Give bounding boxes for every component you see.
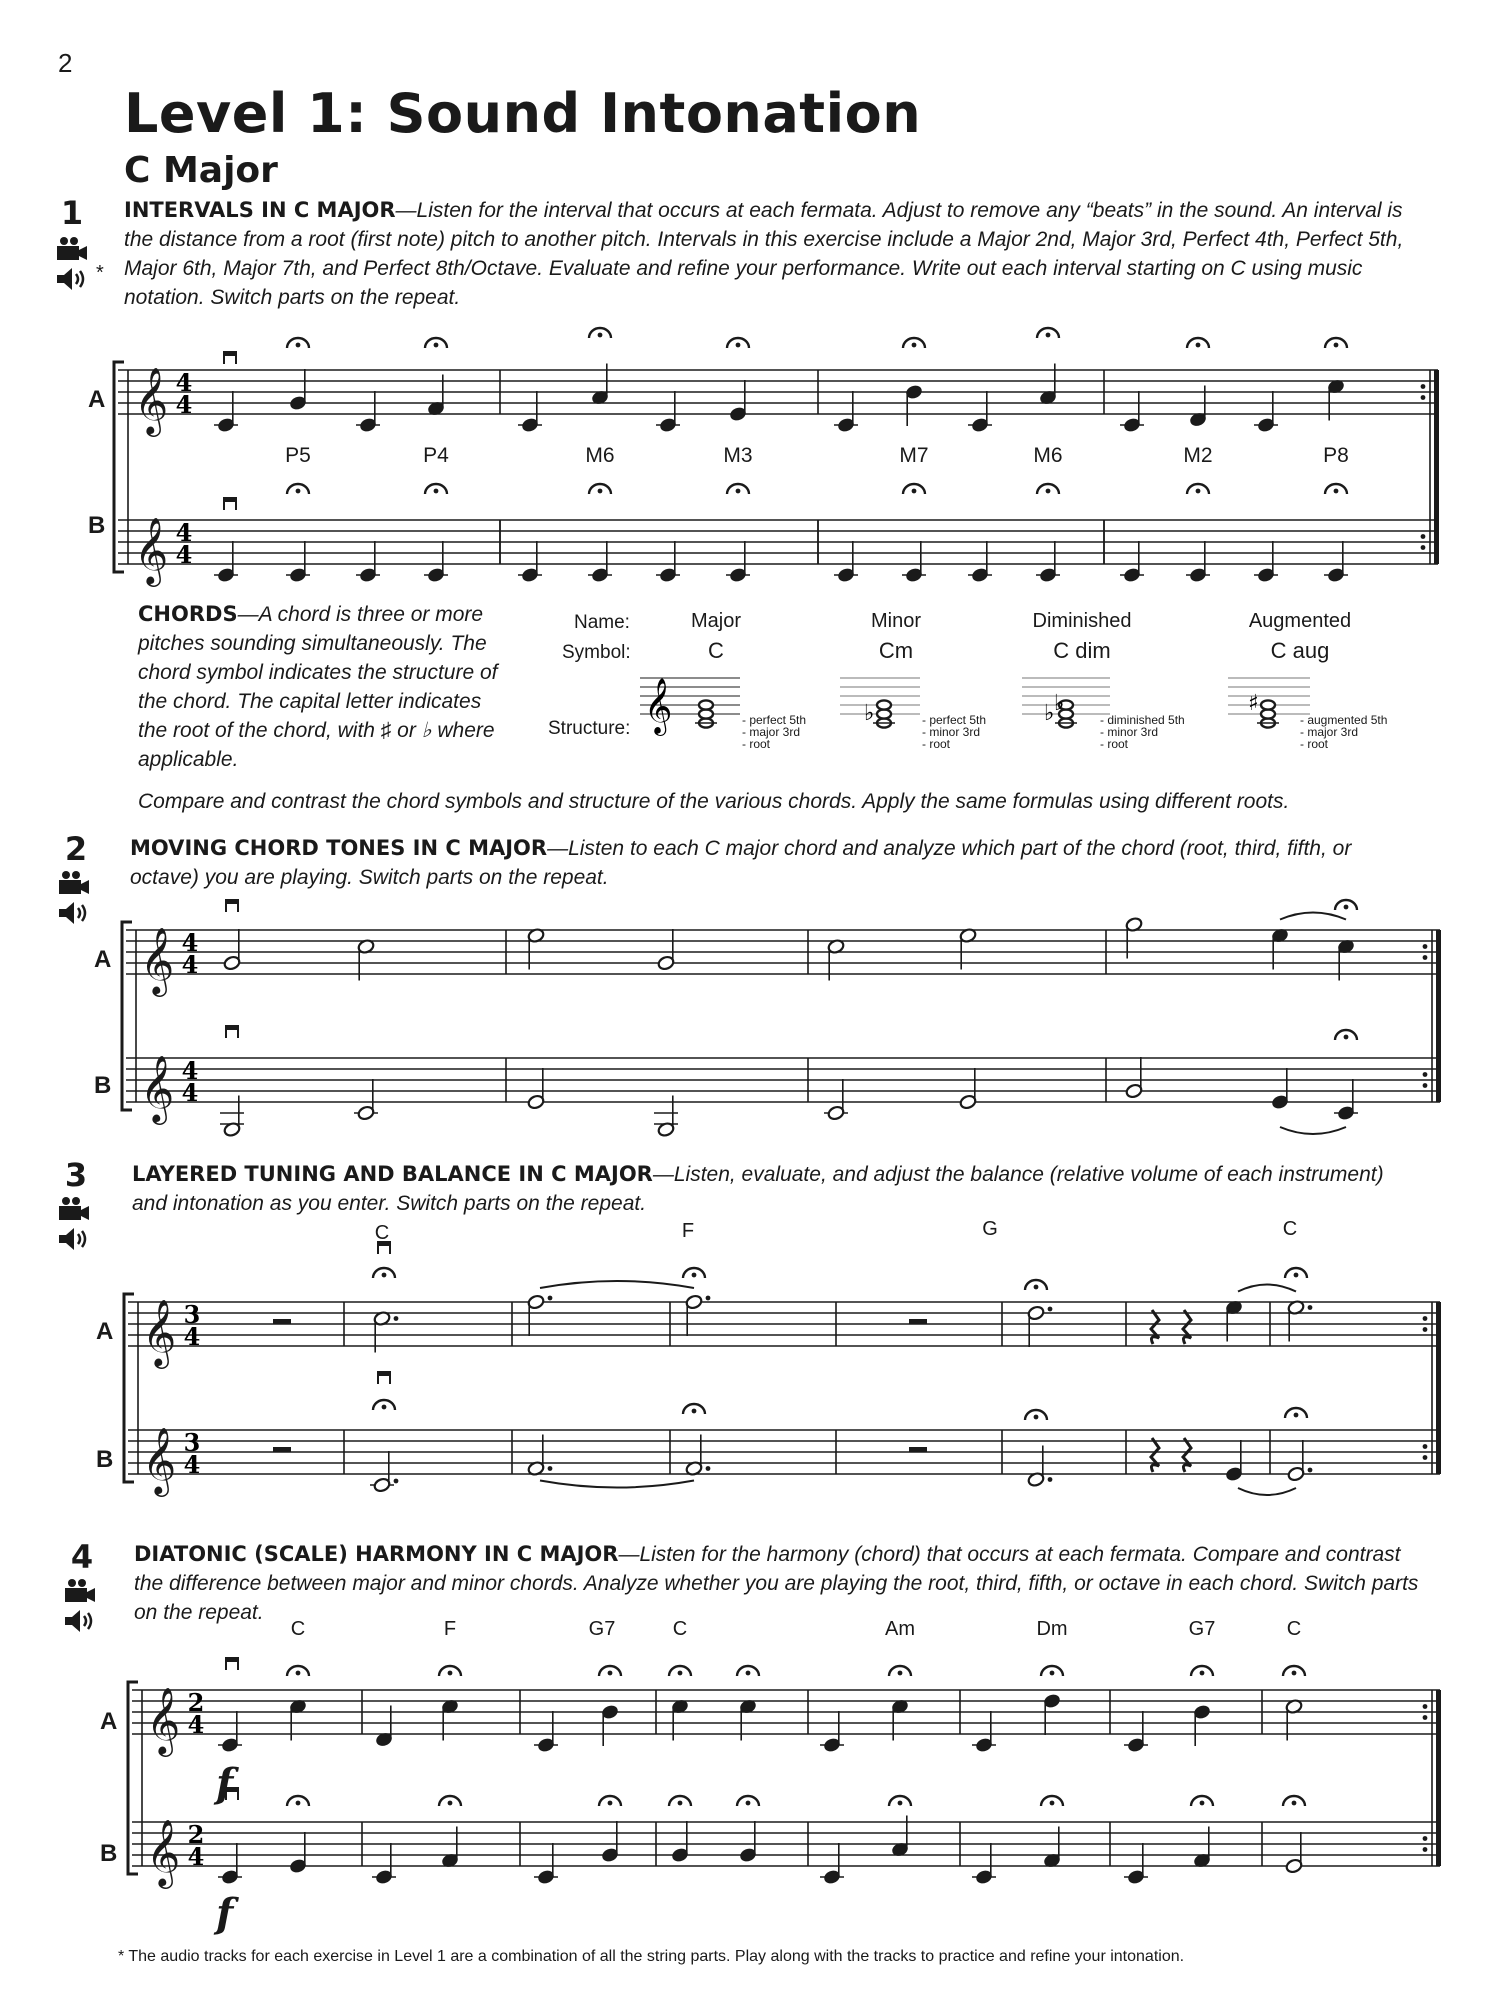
exercise-description: —Listen, evaluate, and adjust the balance (relative volume of each instrument) and intonation as you enter. Switch parts on the repeat. bbox=[132, 1163, 1384, 1215]
down-bow-bar bbox=[378, 1372, 390, 1376]
part-label-b: B bbox=[100, 1840, 118, 1867]
tie bbox=[1238, 1488, 1296, 1495]
time-signature-denominator: 4 bbox=[175, 390, 193, 419]
repeat-dot bbox=[1423, 1083, 1428, 1088]
fermata-dot bbox=[746, 1671, 751, 1676]
fermata-dot bbox=[1050, 1801, 1055, 1806]
time-signature-numerator: 4 bbox=[181, 1056, 199, 1085]
half-rest bbox=[273, 1447, 291, 1452]
fermata-dot bbox=[1200, 1801, 1205, 1806]
quarter-rest bbox=[1183, 1310, 1191, 1344]
repeat-dot bbox=[1423, 1316, 1428, 1321]
exercise-instructions bbox=[134, 1540, 1434, 1627]
fermata-dot bbox=[1046, 333, 1051, 338]
half-rest bbox=[273, 1319, 291, 1324]
repeat-dot bbox=[1423, 1704, 1428, 1709]
chord-structure-label: - minor 3rd bbox=[1100, 725, 1159, 739]
down-bow-bar bbox=[224, 352, 236, 356]
quarter-rest bbox=[1151, 1438, 1159, 1472]
part-label-a: A bbox=[88, 386, 106, 413]
fermata-dot bbox=[746, 1801, 751, 1806]
fermata-dot bbox=[598, 333, 603, 338]
half-rest bbox=[909, 1447, 927, 1452]
chord-structure-label: - augmented 5th bbox=[1300, 713, 1388, 727]
whole-note bbox=[699, 700, 713, 709]
treble-clef: 𝄞 bbox=[146, 1818, 181, 1886]
tie bbox=[1238, 1285, 1296, 1292]
fermata-dot bbox=[692, 1409, 697, 1414]
sharp-sign: ♯ bbox=[1248, 691, 1259, 716]
flat-sign: ♭ bbox=[864, 701, 875, 726]
chords-description: —A chord is three or more pitches sounding simultaneously. The chord symbol indicates the structure of the chord. The capital letter indicates the root of the chord, with ♯ or ♭ where applicable. bbox=[138, 603, 498, 771]
chord-symbol: C bbox=[290, 1618, 306, 1640]
time-signature-numerator: 3 bbox=[183, 1300, 201, 1329]
interval-label: M7 bbox=[899, 444, 929, 467]
interval-label: M3 bbox=[723, 444, 753, 467]
page-number: 2 bbox=[58, 48, 73, 78]
chord-structure-labels bbox=[1100, 714, 1185, 750]
chord-symbol: C bbox=[374, 1222, 390, 1244]
exercise-icons bbox=[52, 866, 96, 930]
repeat-dot bbox=[1423, 1444, 1428, 1449]
repeat-dot bbox=[1421, 534, 1426, 539]
chord-symbol: G bbox=[982, 1218, 998, 1240]
time-signature-denominator: 4 bbox=[183, 1450, 201, 1479]
fermata-dot bbox=[736, 489, 741, 494]
exercise-number: 3 bbox=[64, 1156, 88, 1194]
treble-clef: 𝄞 bbox=[140, 926, 175, 994]
tie bbox=[540, 1481, 694, 1488]
fermata-dot bbox=[448, 1671, 453, 1676]
page-subtitle: C Major bbox=[124, 150, 278, 191]
fermata-dot bbox=[1046, 489, 1051, 494]
final-barline bbox=[1436, 930, 1441, 1102]
fermata-dot bbox=[296, 343, 301, 348]
fermata-dot bbox=[736, 343, 741, 348]
down-bow-bar bbox=[226, 1658, 238, 1662]
fermata-dot bbox=[608, 1801, 613, 1806]
quarter-rest bbox=[1183, 1438, 1191, 1472]
tie bbox=[1280, 913, 1346, 920]
fermata-dot bbox=[1200, 1671, 1205, 1676]
fermata-dot bbox=[678, 1671, 683, 1676]
chord-symbol: C bbox=[672, 1618, 688, 1640]
chord-symbol: F bbox=[681, 1220, 695, 1242]
part-label-a: A bbox=[100, 1708, 118, 1735]
chord-structure-label: - diminished 5th bbox=[1100, 713, 1185, 727]
exercise-heading: MOVING CHORD TONES IN C MAJOR bbox=[130, 836, 548, 860]
chord-structure-label: - root bbox=[1300, 737, 1329, 751]
repeat-dot bbox=[1423, 1327, 1428, 1332]
chord-structure-label: - perfect 5th bbox=[922, 713, 987, 727]
augmentation-dot bbox=[706, 1296, 711, 1301]
exercise-heading: INTERVALS IN C MAJOR bbox=[124, 198, 396, 222]
interval-label: P8 bbox=[1323, 444, 1349, 467]
exercise-instructions bbox=[132, 1160, 1422, 1218]
time-signature-denominator: 4 bbox=[183, 1322, 201, 1351]
interval-label: M6 bbox=[1033, 444, 1063, 467]
chord-symbol: C bbox=[1286, 1618, 1302, 1640]
fermata-dot bbox=[296, 1671, 301, 1676]
flat-sign: ♭ bbox=[1054, 691, 1065, 716]
part-label-a: A bbox=[94, 946, 112, 973]
half-rest bbox=[909, 1319, 927, 1324]
exercise-icons bbox=[58, 1574, 102, 1638]
fermata-dot bbox=[1196, 343, 1201, 348]
chord-symbol: Dm bbox=[1036, 1618, 1068, 1640]
fermata-dot bbox=[1344, 905, 1349, 910]
exercise-number: 1 bbox=[60, 194, 84, 232]
video-camera-icon bbox=[57, 870, 91, 896]
chord-symbol: Am bbox=[885, 1618, 915, 1640]
repeat-dot bbox=[1423, 955, 1428, 960]
treble-clef: 𝄞 bbox=[146, 1686, 181, 1754]
interval-label: P4 bbox=[423, 444, 449, 467]
system-bracket bbox=[114, 362, 124, 572]
chord-structure-label: - major 3rd bbox=[742, 725, 801, 739]
exercise-instructions bbox=[130, 834, 1390, 892]
time-signature-numerator: 2 bbox=[187, 1820, 205, 1849]
whole-note bbox=[877, 700, 891, 709]
exercise-icons bbox=[52, 1192, 96, 1256]
treble-clef: 𝄞 bbox=[134, 366, 169, 434]
fermata-dot bbox=[1050, 1671, 1055, 1676]
treble-clef: 𝄞 bbox=[142, 1298, 177, 1366]
augmentation-dot bbox=[394, 1316, 399, 1321]
fermata-dot bbox=[608, 1671, 613, 1676]
interval-label: M6 bbox=[585, 444, 615, 467]
speaker-icon bbox=[57, 1226, 91, 1252]
time-signature-denominator: 4 bbox=[181, 1078, 199, 1107]
repeat-dot bbox=[1421, 395, 1426, 400]
system-bracket bbox=[122, 922, 132, 1110]
time-signature-numerator: 3 bbox=[183, 1428, 201, 1457]
chord-type-name: Minor bbox=[870, 610, 921, 632]
interval-label: P5 bbox=[285, 444, 311, 467]
augmentation-dot bbox=[548, 1296, 553, 1301]
fermata-dot bbox=[898, 1671, 903, 1676]
chords-explanation bbox=[138, 600, 508, 774]
time-signature-denominator: 4 bbox=[181, 950, 199, 979]
chord-type-symbol: Cm bbox=[878, 638, 914, 663]
part-label-b: B bbox=[96, 1446, 114, 1473]
fermata-dot bbox=[898, 1801, 903, 1806]
repeat-dot bbox=[1423, 1836, 1428, 1841]
fermata-dot bbox=[1294, 1413, 1299, 1418]
fermata-dot bbox=[296, 1801, 301, 1806]
chord-structure-label: - perfect 5th bbox=[742, 713, 807, 727]
repeat-dot bbox=[1421, 545, 1426, 550]
repeat-dot bbox=[1423, 1715, 1428, 1720]
augmentation-dot bbox=[548, 1466, 553, 1471]
speaker-icon bbox=[63, 1608, 97, 1634]
fermata-dot bbox=[296, 489, 301, 494]
treble-clef: 𝄞 bbox=[644, 678, 673, 734]
fermata-dot bbox=[1196, 489, 1201, 494]
final-barline bbox=[1436, 1302, 1441, 1474]
fermata-dot bbox=[434, 489, 439, 494]
repeat-dot bbox=[1423, 1455, 1428, 1460]
exercise-number: 2 bbox=[64, 830, 88, 868]
chord-symbol: G7 bbox=[1188, 1618, 1216, 1640]
chord-structure-label: - root bbox=[742, 737, 771, 751]
fermata-dot bbox=[1344, 1035, 1349, 1040]
part-label-b: B bbox=[88, 512, 106, 539]
augmentation-dot bbox=[706, 1466, 711, 1471]
fermata-dot bbox=[382, 1273, 387, 1278]
down-bow-bar bbox=[224, 498, 236, 502]
speaker-icon bbox=[57, 900, 91, 926]
chord-symbol: C bbox=[1282, 1218, 1298, 1240]
treble-clef: 𝄞 bbox=[142, 1426, 177, 1494]
fermata-dot bbox=[598, 489, 603, 494]
fermata-dot bbox=[434, 343, 439, 348]
chords-heading: CHORDS bbox=[138, 602, 238, 626]
chord-type-symbol: C dim bbox=[1053, 638, 1111, 663]
chord-structure-label: - root bbox=[1100, 737, 1129, 751]
fermata-dot bbox=[1034, 1285, 1039, 1290]
page-title: Level 1: Sound Intonation bbox=[124, 82, 922, 145]
fermata-dot bbox=[448, 1801, 453, 1806]
chord-structure-labels bbox=[742, 714, 806, 750]
exercise-heading: LAYERED TUNING AND BALANCE IN C MAJOR bbox=[132, 1162, 653, 1186]
chord-structure-label: - minor 3rd bbox=[922, 725, 981, 739]
fermata-dot bbox=[1292, 1671, 1297, 1676]
chord-type-name: Augmented bbox=[1248, 610, 1352, 632]
fermata-dot bbox=[382, 1405, 387, 1410]
final-barline bbox=[1434, 370, 1439, 564]
footnote-asterisk: * bbox=[96, 262, 104, 284]
treble-clef: 𝄞 bbox=[140, 1054, 175, 1122]
time-signature-denominator: 4 bbox=[187, 1842, 205, 1871]
augmentation-dot bbox=[1308, 1468, 1313, 1473]
fermata-dot bbox=[1334, 343, 1339, 348]
chord-type-symbol: C aug bbox=[1270, 638, 1330, 663]
dynamic-forte: f bbox=[216, 1760, 234, 1807]
chord-structure-labels bbox=[922, 714, 986, 750]
fermata-dot bbox=[1294, 1273, 1299, 1278]
footnote: * The audio tracks for each exercise in Level 1 are a combination of all the string parts. Play along with the tracks to practice and refine your intonation. bbox=[118, 1948, 1185, 1965]
chord-structure-label: - major 3rd bbox=[1300, 725, 1359, 739]
repeat-dot bbox=[1423, 1072, 1428, 1077]
chord-type-name: Diminished bbox=[1032, 610, 1132, 632]
video-camera-icon bbox=[57, 1196, 91, 1222]
time-signature-denominator: 4 bbox=[175, 540, 193, 569]
chord-structure-labels bbox=[1300, 714, 1387, 750]
part-label-a: A bbox=[96, 1318, 114, 1345]
chord-name-label: Name: bbox=[574, 612, 630, 633]
time-signature-numerator: 4 bbox=[175, 368, 193, 397]
video-camera-icon bbox=[63, 1578, 97, 1604]
dynamic-forte: f bbox=[216, 1890, 234, 1937]
down-bow-bar bbox=[226, 1026, 238, 1030]
exercise-number: 4 bbox=[70, 1538, 94, 1576]
exercise-description: —Listen for the interval that occurs at each fermata. Adjust to remove any “beats” in the sound. An interval is the distance from a root (first note) pitch to another pitch. Intervals in this exercise include a Major 2nd, Major 3rd, Perfect 4th, Perfect 5th, Major 6th, Major 7th, and Perfect 8th/Octave. Evaluate and refine your performance. Write out each interval starting on C using music notation. Switch parts on the repeat. bbox=[124, 199, 1404, 309]
down-bow-bar bbox=[226, 900, 238, 904]
chord-structure-label: Structure: bbox=[548, 718, 631, 739]
exercise-description: —Listen to each C major chord and analyze which part of the chord (root, third, fifth, or octave) you are playing. Switch parts on the repeat. bbox=[130, 837, 1352, 889]
tie bbox=[540, 1281, 694, 1288]
final-barline bbox=[1436, 1690, 1441, 1866]
system-bracket bbox=[124, 1294, 134, 1482]
whole-note bbox=[1261, 700, 1275, 709]
exercise-heading: DIATONIC (SCALE) HARMONY IN C MAJOR bbox=[134, 1542, 619, 1566]
augmentation-dot bbox=[1048, 1307, 1053, 1312]
repeat-dot bbox=[1423, 1847, 1428, 1852]
fermata-dot bbox=[912, 489, 917, 494]
exercise-description: —Listen for the harmony (chord) that occurs at each fermata. Compare and contrast the difference between major and minor chords. Analyze whether you are playing the root, third, fifth, or octave in each chord. Switch parts on the repeat. bbox=[134, 1543, 1419, 1624]
repeat-dot bbox=[1423, 944, 1428, 949]
fermata-dot bbox=[1292, 1801, 1297, 1806]
chord-symbol-label: Symbol: bbox=[562, 642, 631, 663]
augmentation-dot bbox=[394, 1479, 399, 1484]
interval-label: M2 bbox=[1183, 444, 1213, 467]
chord-symbol: G7 bbox=[588, 1618, 616, 1640]
tie bbox=[1280, 1127, 1346, 1134]
system-bracket bbox=[128, 1682, 138, 1874]
augmentation-dot bbox=[1048, 1477, 1053, 1482]
time-signature-numerator: 4 bbox=[175, 518, 193, 547]
time-signature-denominator: 4 bbox=[187, 1710, 205, 1739]
quarter-rest bbox=[1151, 1310, 1159, 1344]
chord-type-symbol: C bbox=[708, 638, 724, 663]
flat-sign: ♭ bbox=[1044, 701, 1055, 726]
chords-compare-note: Compare and contrast the chord symbols and structure of the various chords. Apply the same formulas using different roots. bbox=[138, 790, 1290, 813]
time-signature-numerator: 2 bbox=[187, 1688, 205, 1717]
fermata-dot bbox=[692, 1273, 697, 1278]
part-label-b: B bbox=[94, 1072, 112, 1099]
chord-structure-label: - root bbox=[922, 737, 951, 751]
chord-symbol: F bbox=[443, 1618, 457, 1640]
fermata-dot bbox=[1034, 1415, 1039, 1420]
fermata-dot bbox=[678, 1801, 683, 1806]
repeat-dot bbox=[1421, 384, 1426, 389]
treble-clef: 𝄞 bbox=[134, 516, 169, 584]
time-signature-numerator: 4 bbox=[181, 928, 199, 957]
chord-type-name: Major bbox=[690, 610, 741, 632]
augmentation-dot bbox=[1308, 1305, 1313, 1310]
fermata-dot bbox=[912, 343, 917, 348]
fermata-dot bbox=[1334, 489, 1339, 494]
